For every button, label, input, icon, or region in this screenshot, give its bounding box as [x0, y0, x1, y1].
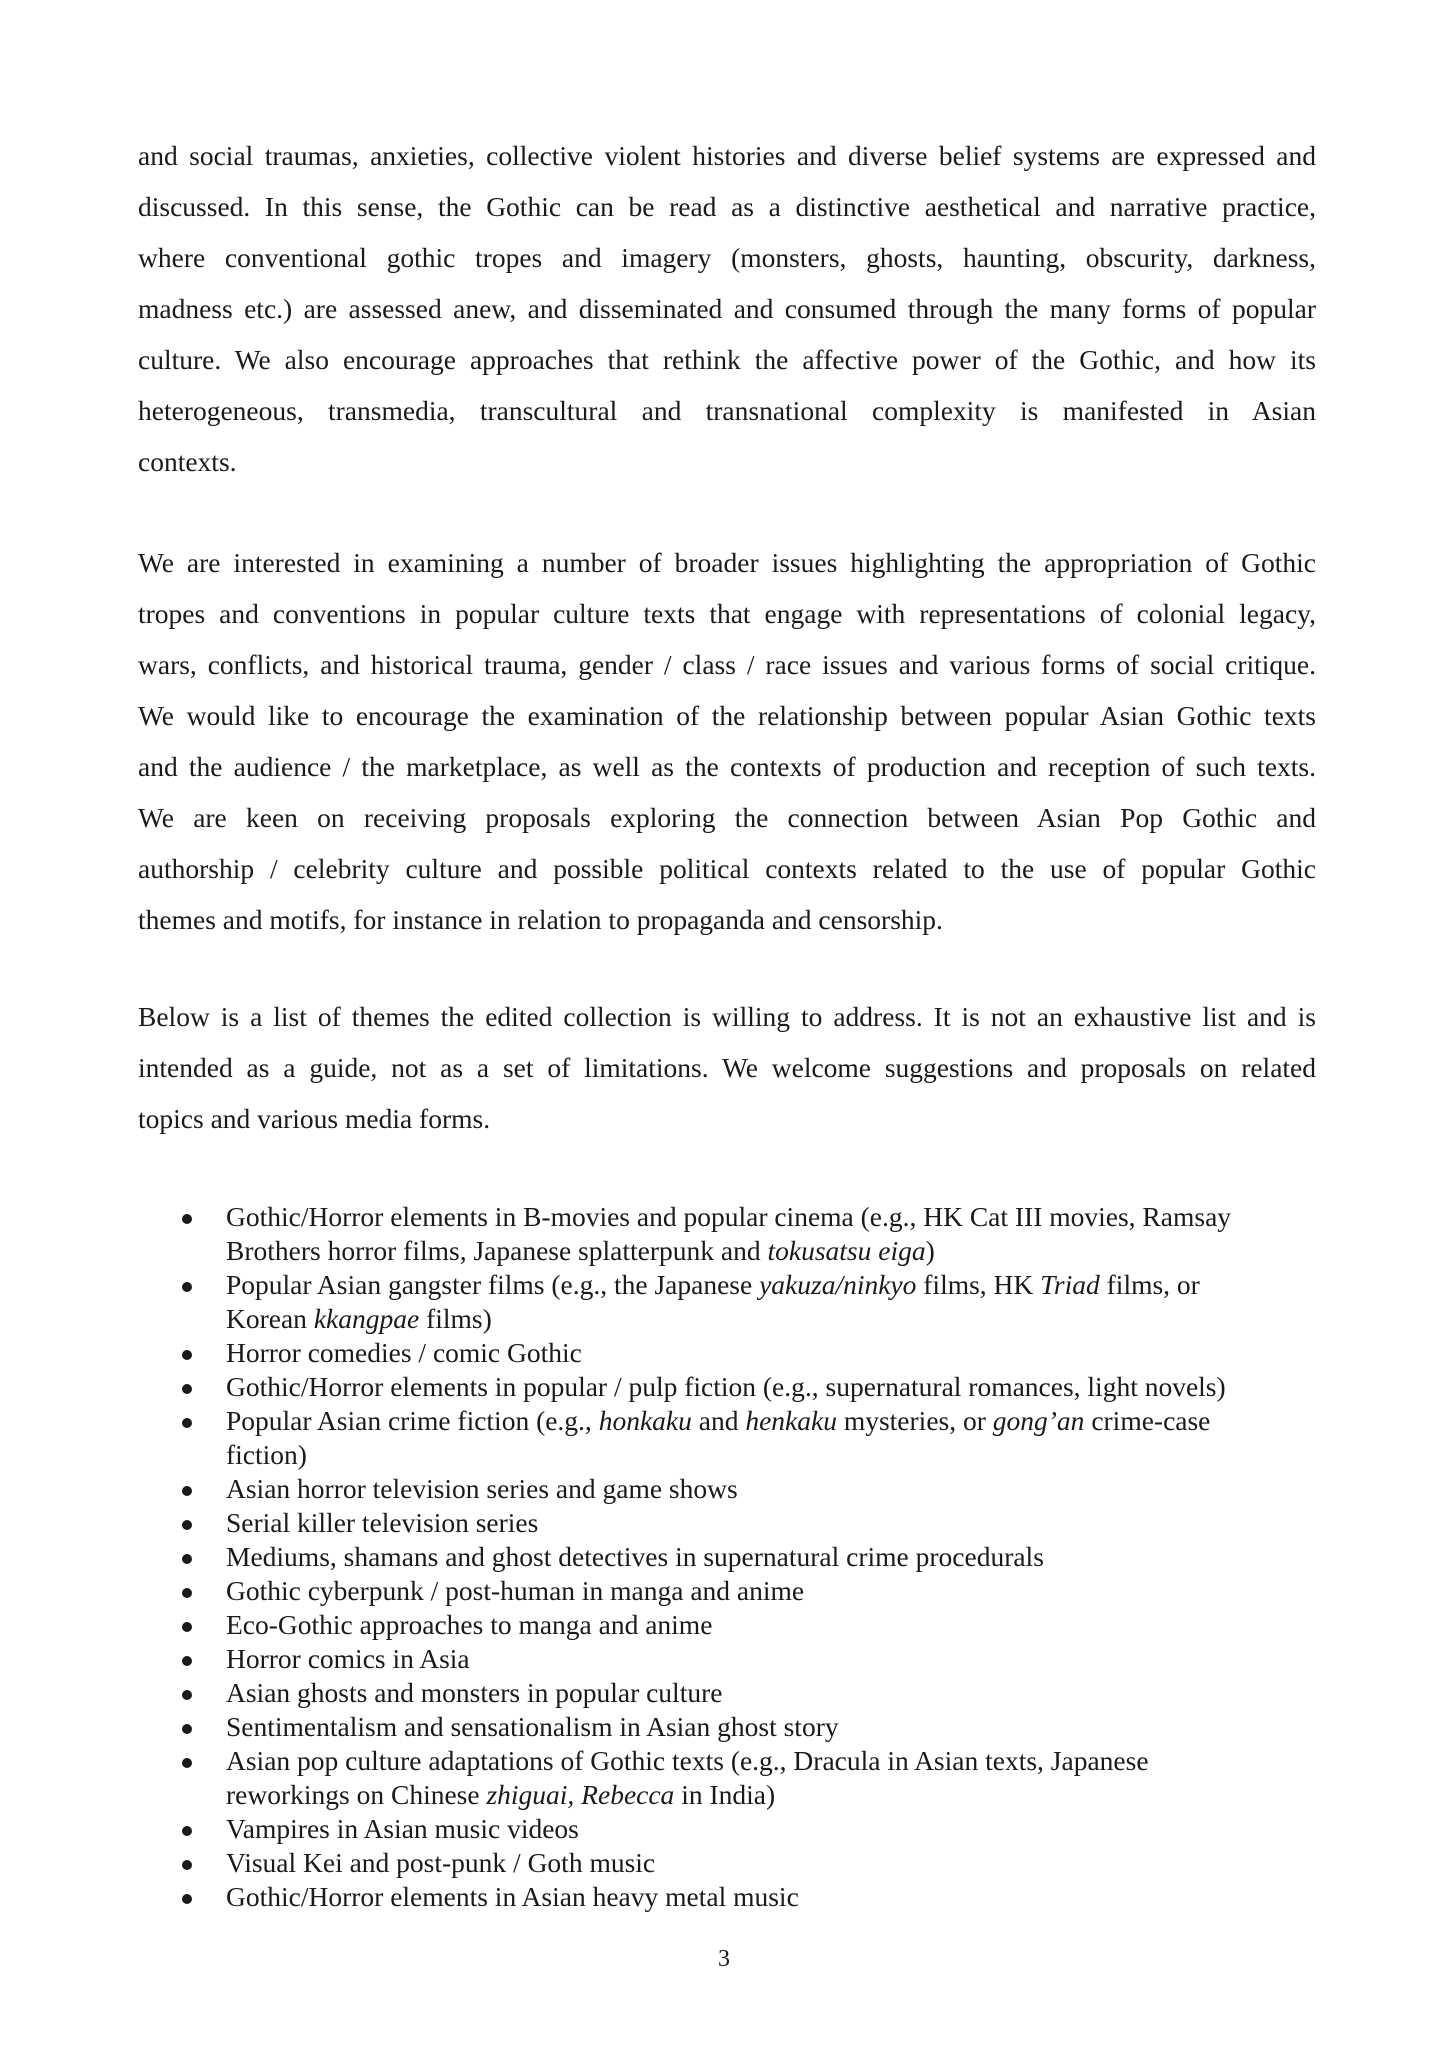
theme-line	[226, 1744, 1330, 1778]
theme-list-item	[180, 1710, 1330, 1744]
paragraph-line: We are interested in examining a number of broader issues highlighting the appropriation of Gothic	[138, 547, 1316, 578]
theme-list-item	[180, 1404, 1330, 1472]
theme-text: Korean	[226, 1303, 314, 1334]
theme-text: Horror comics in Asia	[226, 1643, 470, 1674]
italic-term: gong’an	[992, 1405, 1085, 1436]
paragraph-line: Below is a list of themes the edited collection is willing to address. It is not an exhaustive list and is	[138, 1001, 1316, 1032]
paragraph-line: madness etc.) are assessed anew, and disseminated and consumed through the many forms of popular	[138, 293, 1316, 324]
theme-list-item	[180, 1472, 1330, 1506]
theme-text: Eco-Gothic approaches to manga and anime	[226, 1609, 713, 1640]
theme-text: )	[925, 1235, 935, 1266]
theme-text: Brothers horror films, Japanese splatterpunk and	[226, 1235, 768, 1266]
bullet-dot-icon	[182, 1282, 192, 1292]
bullet-dot-icon	[182, 1554, 192, 1564]
bullet-dot-icon	[182, 1520, 192, 1530]
bullet-dot-icon	[182, 1656, 192, 1666]
theme-line	[226, 1302, 1330, 1336]
paragraph-line: topics and various media forms.	[138, 1103, 491, 1134]
theme-text: Gothic/Horror elements in Asian heavy metal music	[226, 1881, 799, 1912]
theme-text: Asian ghosts and monsters in popular culture	[226, 1677, 723, 1708]
theme-list-item	[180, 1846, 1330, 1880]
bullet-dot-icon	[182, 1724, 192, 1734]
theme-text: and	[691, 1405, 746, 1436]
theme-text: Gothic/Horror elements in B-movies and popular cinema (e.g., HK Cat III movies, Ramsay	[226, 1201, 1232, 1232]
theme-list-item	[180, 1676, 1330, 1710]
theme-line	[226, 1710, 1330, 1744]
theme-text: Asian pop culture adaptations of Gothic texts (e.g., Dracula in Asian texts, Japanese	[226, 1745, 1149, 1776]
themes-bullet-list	[180, 1200, 1330, 1914]
italic-term: kkangpae	[313, 1303, 420, 1334]
theme-text: films, HK	[916, 1269, 1041, 1300]
theme-line	[226, 1608, 1330, 1642]
paragraph-line: We are keen on receiving proposals exploring the connection between Asian Pop Gothic and	[138, 802, 1316, 833]
theme-line	[226, 1676, 1330, 1710]
bullet-dot-icon	[182, 1486, 192, 1496]
theme-line	[226, 1268, 1330, 1302]
italic-term: Triad	[1040, 1269, 1100, 1300]
theme-text: Horror comedies / comic Gothic	[226, 1337, 582, 1368]
paragraph-line: contexts.	[138, 446, 237, 477]
theme-line	[226, 1778, 1330, 1812]
bullet-dot-icon	[182, 1826, 192, 1836]
theme-line	[226, 1540, 1330, 1574]
theme-text: films, or	[1099, 1269, 1200, 1300]
theme-text: fiction)	[226, 1439, 307, 1470]
theme-line	[226, 1472, 1330, 1506]
theme-text: Sentimentalism and sensationalism in Asian ghost story	[226, 1711, 839, 1742]
theme-list-item	[180, 1268, 1330, 1336]
theme-line	[226, 1336, 1330, 1370]
paragraph-themes-intro	[138, 991, 1316, 1144]
bullet-dot-icon	[182, 1690, 192, 1700]
theme-text: reworkings on Chinese	[226, 1779, 487, 1810]
paragraph-broader-issues	[138, 537, 1316, 945]
theme-line	[226, 1506, 1330, 1540]
theme-text: Mediums, shamans and ghost detectives in supernatural crime procedurals	[226, 1541, 1044, 1572]
bullet-dot-icon	[182, 1418, 192, 1428]
italic-term: zhiguai, Rebecca	[486, 1779, 675, 1810]
theme-text: mysteries, or	[836, 1405, 993, 1436]
theme-text: Vampires in Asian music videos	[226, 1813, 579, 1844]
theme-list-item	[180, 1744, 1330, 1812]
bullet-dot-icon	[182, 1758, 192, 1768]
paragraph-line: and the audience / the marketplace, as well as the contexts of production and reception of such texts.	[138, 751, 1316, 782]
paragraph-line: intended as a guide, not as a set of limitations. We welcome suggestions and proposals on related	[138, 1052, 1316, 1083]
theme-text: Popular Asian gangster films (e.g., the Japanese	[226, 1269, 760, 1300]
paragraph-line: where conventional gothic tropes and imagery (monsters, ghosts, haunting, obscurity, darkness,	[138, 242, 1316, 273]
theme-text: Asian horror television series and game shows	[226, 1473, 738, 1504]
theme-text: Popular Asian crime fiction (e.g.,	[226, 1405, 599, 1436]
theme-text: Visual Kei and post-punk / Goth music	[226, 1847, 656, 1878]
paragraph-line: and social traumas, anxieties, collective violent histories and diverse belief systems are expressed and	[138, 140, 1316, 171]
bullet-dot-icon	[182, 1214, 192, 1224]
theme-line	[226, 1574, 1330, 1608]
theme-list-item	[180, 1540, 1330, 1574]
theme-line	[226, 1370, 1330, 1404]
paragraph-line: wars, conflicts, and historical trauma, gender / class / race issues and various forms of social critique.	[138, 649, 1316, 680]
theme-list-item	[180, 1880, 1330, 1914]
theme-list-item	[180, 1336, 1330, 1370]
paragraph-line: culture. We also encourage approaches that rethink the affective power of the Gothic, and how its	[138, 344, 1316, 375]
theme-list-item	[180, 1608, 1330, 1642]
paragraph-line: discussed. In this sense, the Gothic can be read as a distinctive aesthetical and narrative practice,	[138, 191, 1316, 222]
theme-list-item	[180, 1370, 1330, 1404]
theme-text: Gothic/Horror elements in popular / pulp fiction (e.g., supernatural romances, light novels)	[226, 1371, 1226, 1402]
paragraph-line: heterogeneous, transmedia, transcultural and transnational complexity is manifested in Asian	[138, 395, 1316, 426]
theme-list-item	[180, 1506, 1330, 1540]
theme-line	[226, 1200, 1330, 1234]
paragraph-context	[138, 130, 1316, 487]
theme-text: films)	[419, 1303, 492, 1334]
theme-list-item	[180, 1642, 1330, 1676]
theme-text: in India)	[674, 1779, 776, 1810]
theme-line	[226, 1812, 1330, 1846]
bullet-dot-icon	[182, 1860, 192, 1870]
paragraph-line: tropes and conventions in popular culture texts that engage with representations of colonial legacy,	[138, 598, 1316, 629]
theme-line	[226, 1880, 1330, 1914]
theme-line	[226, 1404, 1330, 1438]
italic-term: yakuza/ninkyo	[759, 1269, 917, 1300]
theme-line	[226, 1234, 1330, 1268]
page-number: 3	[718, 1946, 730, 1972]
paragraph-line: themes and motifs, for instance in relation to propaganda and censorship.	[138, 904, 943, 935]
theme-list-item	[180, 1200, 1330, 1268]
theme-list-item	[180, 1812, 1330, 1846]
paragraph-line: authorship / celebrity culture and possible political contexts related to the use of popular Gothic	[138, 853, 1316, 884]
theme-text: Serial killer television series	[226, 1507, 539, 1538]
bullet-dot-icon	[182, 1588, 192, 1598]
bullet-dot-icon	[182, 1622, 192, 1632]
paragraph-line: We would like to encourage the examination of the relationship between popular Asian Gothic texts	[138, 700, 1316, 731]
bullet-dot-icon	[182, 1350, 192, 1360]
italic-term: henkaku	[745, 1405, 837, 1436]
theme-line	[226, 1846, 1330, 1880]
italic-term: tokusatsu eiga	[767, 1235, 926, 1266]
theme-list-item	[180, 1574, 1330, 1608]
italic-term: honkaku	[598, 1405, 692, 1436]
bullet-dot-icon	[182, 1894, 192, 1904]
theme-line	[226, 1438, 1330, 1472]
bullet-dot-icon	[182, 1384, 192, 1394]
theme-text: Gothic cyberpunk / post-human in manga and anime	[226, 1575, 805, 1606]
theme-text: crime-case	[1084, 1405, 1211, 1436]
theme-line	[226, 1642, 1330, 1676]
